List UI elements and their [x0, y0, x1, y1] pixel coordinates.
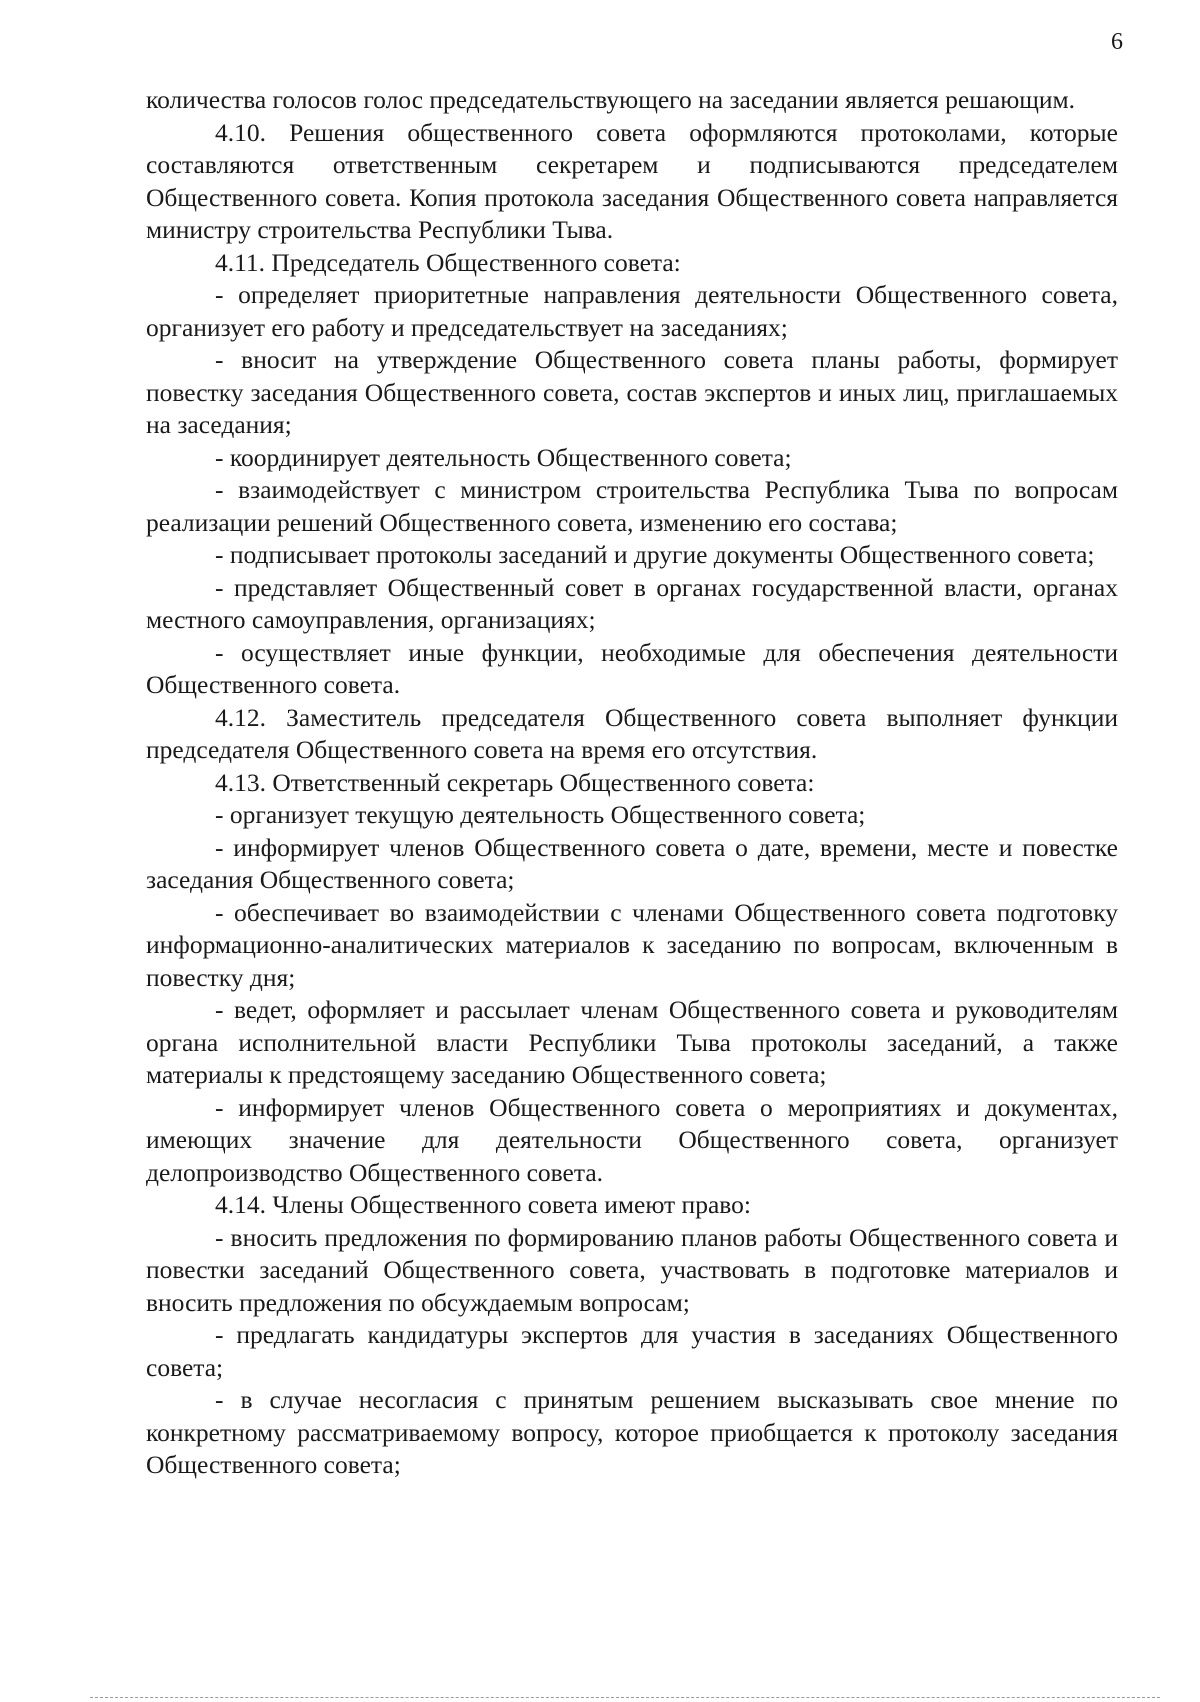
- list-item-chair-represents: - представляет Общественный совет в органах государственной власти, органах местного самоуправления, организациях;: [146, 572, 1118, 634]
- list-item-secretary-minutes: - ведет, оформляет и рассылает членам Общественного совета и руководителям органа исполнительной власти Республики Тыва протоколы заседаний, а также материалы к предстоящему заседанию Общественного совета;: [146, 995, 1118, 1089]
- paragraph-4-13-heading: 4.13. Ответственный секретарь Общественного совета:: [215, 767, 815, 797]
- paragraph-4-12: 4.12. Заместитель председателя Общественного совета выполняет функции председателя Общественного совета на время его отсутствия.: [146, 702, 1118, 764]
- list-item-secretary-organizes: - организует текущую деятельность Общественного совета;: [215, 800, 866, 829]
- paragraph-4-11-heading: 4.11. Председатель Общественного совета:: [215, 247, 681, 277]
- paragraph-4-10: 4.10. Решения общественного совета оформляются протоколами, которые составляются ответственным секретарем и подписываются председателем Общественного совета. Копия протокола заседания Общественного совета направляется министру строительства Республики Тыва.: [146, 117, 1118, 244]
- list-item-secretary-informs-events: - информирует членов Общественного совета о мероприятиях и документах, имеющих значение для деятельности Общественного совета, организует делопроизводство Общественного совета.: [146, 1092, 1118, 1187]
- list-item-chair-coordinates: - координирует деятельность Общественного совета;: [215, 442, 792, 472]
- list-item-chair-other-functions: - осуществляет иные функции, необходимые для обеспечения деятельности Общественного совета.: [146, 637, 1118, 699]
- paragraph-4-14-heading: 4.14. Члены Общественного совета имеют право:: [215, 1190, 751, 1219]
- scan-bottom-edge: [90, 1697, 1160, 1698]
- list-item-chair-signs: - подписывает протоколы заседаний и другие документы Общественного совета;: [215, 540, 1095, 569]
- list-item-member-experts: - предлагать кандидатуры экспертов для участия в заседаниях Общественного совета;: [146, 1320, 1118, 1382]
- list-item-chair-priorities: - определяет приоритетные направления деятельности Общественного совета, организует его работу и председательствует на заседаниях;: [146, 280, 1118, 342]
- list-item-chair-agenda: - вносит на утверждение Общественного совета планы работы, формирует повестку заседания Общественного совета, состав экспертов и иных лиц, приглашаемых на заседания;: [146, 345, 1118, 439]
- document-body: [146, 84, 1118, 1482]
- list-item-member-proposals: - вносить предложения по формированию планов работы Общественного совета и повестки заседаний Общественного совета, участвовать в подготовке материалов и вносить предложения по обсуждаемым вопросам;: [146, 1222, 1118, 1317]
- paragraph-continuation: количества голосов голос председательствующего на заседании является решающим.: [146, 85, 1076, 114]
- list-item-secretary-prepares-materials: - обеспечивает во взаимодействии с членами Общественного совета подготовку информационно-аналитических материалов к заседанию по вопросам, включенным в повестку дня;: [146, 897, 1118, 992]
- list-item-member-dissent: - в случае несогласия с принятым решением высказывать свое мнение по конкретному рассматриваемому вопросу, которое приобщается к протоколу заседания Общественного совета;: [146, 1385, 1118, 1479]
- list-item-secretary-informs-date: - информирует членов Общественного совета о дате, времени, месте и повестке заседания Общественного совета;: [146, 832, 1118, 894]
- list-item-chair-interacts: - взаимодействует с министром строительства Республика Тыва по вопросам реализации решений Общественного совета, изменению его состава;: [146, 475, 1118, 537]
- page-number: 6: [1111, 29, 1123, 55]
